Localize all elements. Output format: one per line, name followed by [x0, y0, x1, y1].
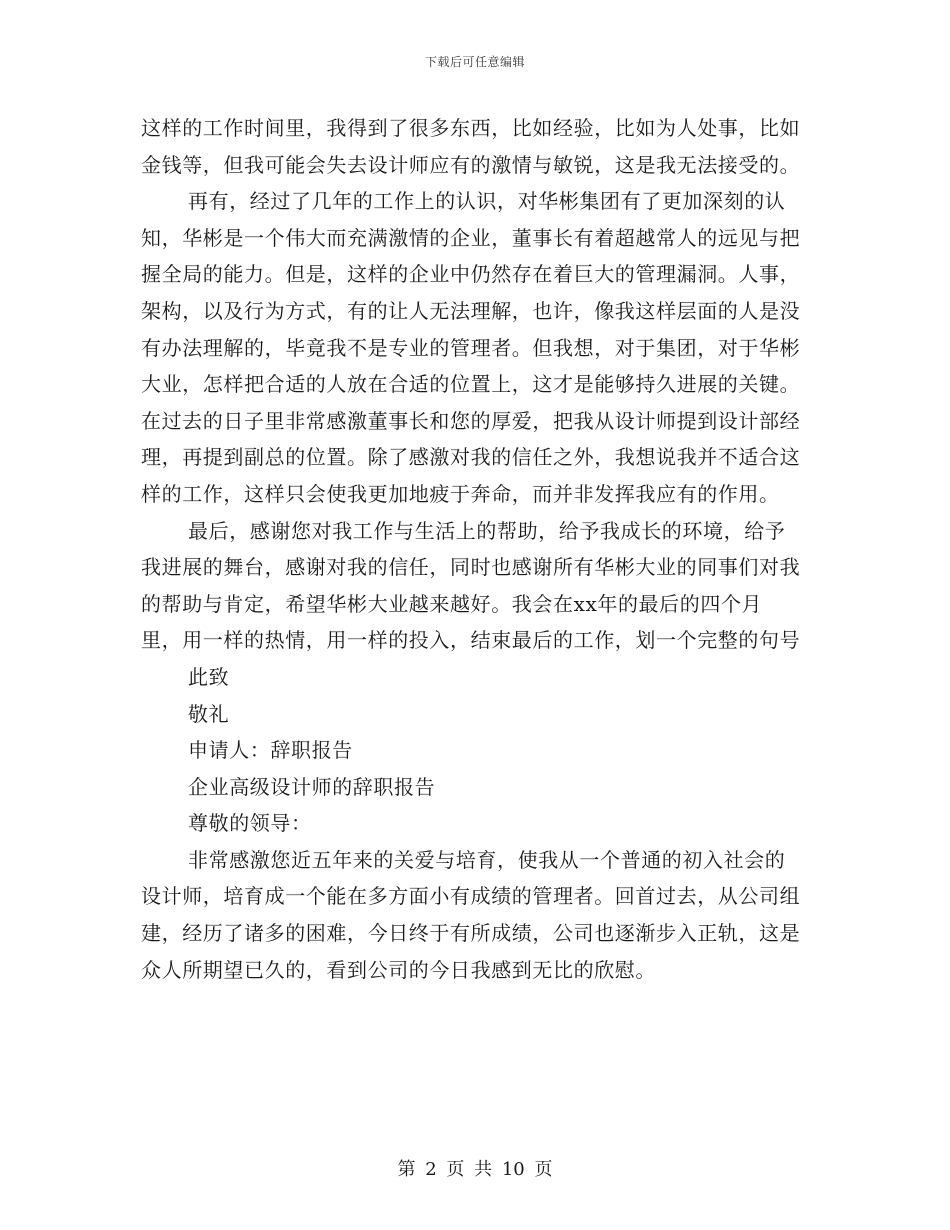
applicant-line: 申请人：辞职报告	[188, 738, 353, 763]
document-body	[141, 110, 801, 988]
closing-salutation: 此致	[188, 664, 230, 689]
page-number-footer: 第 2 页 共 10 页	[397, 1159, 553, 1180]
paragraph: 非常感激您近五年来的关爱与培育，使我从一个普通的初入社会的设计师，培育成一个能在多方面小有成绩的管理者。回首过去，从公司组建，经历了诸多的困难，今日终于有所成绩，公司也逐渐步入正轨，这是众人所期望已久的，看到公司的今日我感到无比的欣慰。	[141, 847, 801, 982]
closing-regards: 敬礼	[188, 701, 230, 726]
page-header: 下载后可任意编辑	[424, 55, 525, 69]
section-title: 企业高级设计师的辞职报告	[188, 774, 436, 799]
greeting: 尊敬的领导：	[188, 811, 312, 836]
paragraph: 再有，经过了几年的工作上的认识，对华彬集团有了更加深刻的认知，华彬是一个伟大而充满激情的企业，董事长有着超越常人的远见与把握全局的能力。但是，这样的企业中仍然存在着巨大的管理漏洞。人事，架构，以及行为方式，有的让人无法理解，也许，像我这样层面的人是没有办法理解的，毕竟我不是专业的管理者。但我想，对于集团，对于华彬大业，怎样把合适的人放在合适的位置上，这才是能够持久进展的关键。在过去的日子里非常感激董事长和您的厚爱，把我从设计师提到设计部经理，再提到副总的位置。除了感激对我的信任之外，我想说我并不适合这样的工作，这样只会使我更加地疲于奔命，而并非发挥我应有的作用。	[141, 189, 801, 506]
paragraph: 这样的工作时间里，我得到了很多东西，比如经验，比如为人处事，比如金钱等，但我可能会失去设计师应有的激情与敏锐，这是我无法接受的。	[141, 116, 801, 177]
paragraph: 最后，感谢您对我工作与生活上的帮助，给予我成长的环境，给予我进展的舞台，感谢对我的信任，同时也感谢所有华彬大业的同事们对我的帮助与肯定，希望华彬大业越来越好。我会在xx年的最后的四个月里，用一样的热情，用一样的投入，结束最后的工作，划一个完整的句号	[141, 518, 801, 653]
